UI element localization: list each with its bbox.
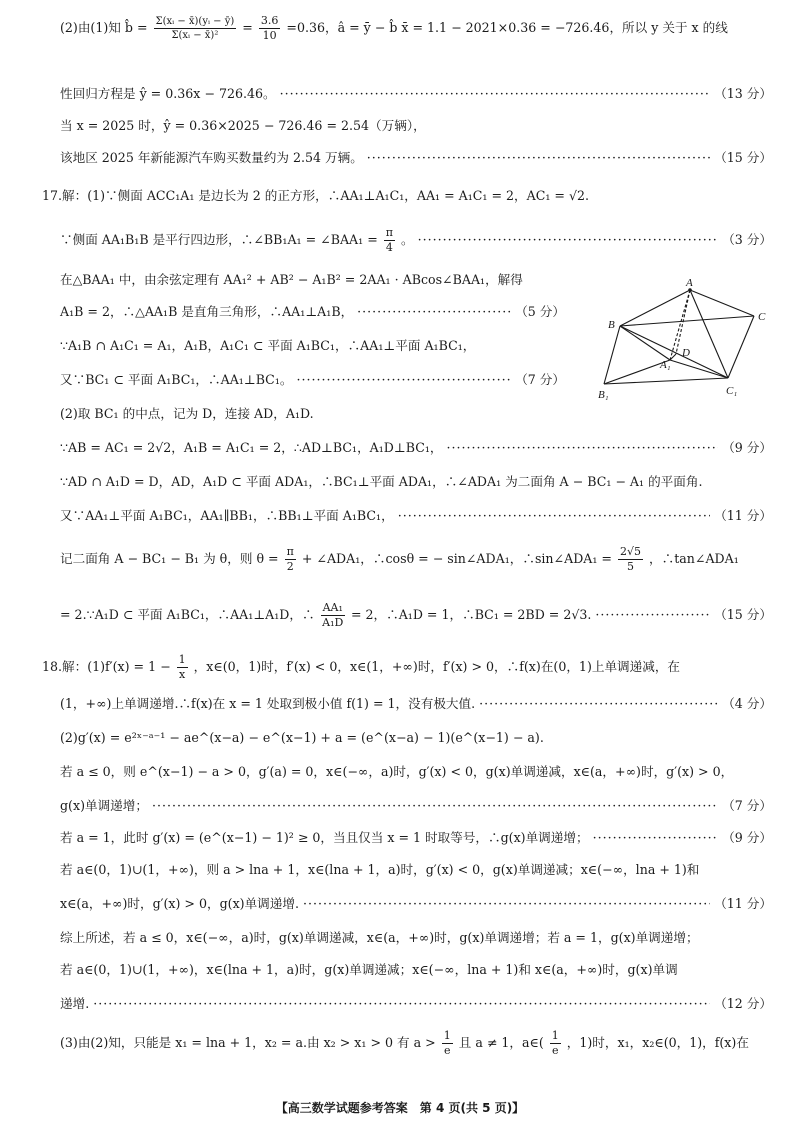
line-dihedral-angle: ∵AD ∩ A₁D = D，AD，A₁D ⊂ 平面 ADA₁，∴BC₁⊥平面 ADA₁，∴∠ADA₁ 为二面角 A − BC₁ − A₁ 的平面角. bbox=[60, 474, 703, 489]
problem-17-start: 17.解：(1)∵侧面 ACC₁A₁ 是边长为 2 的正方形，∴AA₁⊥A₁C₁，AA₁ = A₁C₁ = 2，AC₁ = √2. bbox=[42, 188, 590, 203]
score-mark: （12 分） bbox=[714, 996, 772, 1011]
score-mark: （11 分） bbox=[714, 508, 772, 523]
label-a: A bbox=[686, 277, 693, 289]
slope-formula-fraction: $\frac{\text{Σ(xᵢ − x̄)(yᵢ − ȳ)}}{\text{Σ(xᵢ − x̄)²}}$ bbox=[155, 16, 235, 41]
label-c1: C₁ bbox=[726, 385, 738, 397]
line-a1d-length: = 2.∵A₁D ⊂ 平面 A₁BC₁，∴AA₁⊥A₁D，∴ $\frac{\text{AA₁}}{\text{A₁D}}$ = 2，∴A₁D = 1，∴BC₁ = 2BD = 2√3. ····· （15 分） bbox=[60, 598, 772, 632]
line-case-a-one: 若 a = 1，此时 g′(x) = (e^(x−1) − 1)² ≥ 0，当且仅当 x = 1 时取等号，∴g(x)单调递增； ····· （9 分） bbox=[60, 828, 772, 848]
score-mark: （13 分） bbox=[714, 86, 772, 101]
edge-bc bbox=[620, 316, 754, 326]
line-theta: 记二面角 A − BC₁ − B₁ 为 θ，则 θ = $\frac{\pi}{2}$ + ∠ADA₁，∴cosθ = − sin∠ADA₁，∴sin∠ADA₁ = $\frac{2√5}{5}$ ，∴tan∠ADA₁ bbox=[60, 545, 739, 573]
line-case-a-other: 若 a∈(0，1)∪(1，+∞)，则 a > lna + 1，x∈(lna + 1，a)时，g′(x) < 0，g(x)单调递减；x∈(−∞，lna + 1)和 bbox=[60, 862, 700, 877]
label-b: B bbox=[608, 319, 615, 331]
line-summary-1: 综上所述，若 a ≤ 0，x∈(−∞，a)时，g(x)单调递减，x∈(a，+∞)时，g(x)单调递增；若 a = 1，g(x)单调递增； bbox=[60, 930, 699, 945]
problem-18-start: 18.解：(1)f′(x) = 1 − $\frac{1}{x}$ ，x∈(0，1)时，f′(x) < 0，x∈(1，+∞)时，f′(x) > 0，∴f(x)在(0，1)上单调递减，在 bbox=[42, 653, 681, 681]
edge-a1c1 bbox=[670, 360, 728, 378]
score-mark: （3 分） bbox=[722, 232, 772, 247]
line-cosine-law: 在△BAA₁ 中，由余弦定理有 AA₁² + AB² − A₁B² = 2AA₁ · ABcos∠BAA₁，解得 bbox=[60, 272, 523, 287]
line-perpendicular-bc1: 又∵BC₁ ⊂ 平面 A₁BC₁，∴AA₁⊥BC₁。 ····· （7 分） bbox=[60, 370, 565, 390]
line-bb1-perpendicular: 又∵AA₁⊥平面 A₁BC₁，AA₁∥BB₁，∴BB₁⊥平面 A₁BC₁， ····· （11 分） bbox=[60, 506, 772, 526]
label-c: C bbox=[758, 311, 766, 323]
edge-cc1 bbox=[728, 316, 754, 378]
line-derivative-g: (2)g′(x) = e²ˣ⁻ᵃ⁻¹ − ae^(x−a) − e^(x−1) + a = (e^(x−a) − 1)(e^(x−1) − a). bbox=[60, 730, 544, 745]
line-extremum: (1，+∞)上单调递增.∴f(x)在 x = 1 处取到极小值 f(1) = 1，没有极大值. ····· （4 分） bbox=[60, 694, 772, 714]
slope-value-fraction: $\frac{3.6}{10}$ bbox=[260, 14, 279, 42]
segment-bc1 bbox=[620, 326, 728, 378]
segment-ba1 bbox=[620, 326, 670, 360]
line-right-triangle: A₁B = 2，∴△AA₁B 是直角三角形，∴AA₁⊥A₁B， ····· （5 分） bbox=[60, 302, 565, 322]
page-footer: 【高三数学试题参考答案 第 4 页(共 5 页)】 bbox=[275, 1101, 525, 1115]
line-parallelogram: ∵侧面 AA₁B₁B 是平行四边形，∴∠BB₁A₁ = ∠BAA₁ = $\frac{\pi}{4}$ 。 ····· （3 分） bbox=[60, 226, 772, 255]
line-part2-midpoint: (2)取 BC₁ 的中点，记为 D，连接 AD，A₁D. bbox=[60, 406, 314, 421]
line-case-a-nonpositive-end: g(x)单调递增； ····· （7 分） bbox=[60, 796, 772, 816]
line-case-a-nonpositive: 若 a ≤ 0，则 e^(x−1) − a > 0，g′(a) = 0，x∈(−∞，a)时，g′(x) < 0，g(x)单调递减，x∈(a，+∞)时，g′(x) > 0， bbox=[60, 764, 734, 779]
score-mark: （5 分） bbox=[515, 304, 565, 319]
edge-bb1 bbox=[604, 326, 620, 384]
line-part3: (3)由(2)知，只能是 x₁ = lna + 1，x₂ = a.由 x₂ > x₁ > 0 有 a > $\frac{1}{e}$ 且 a ≠ 1，a∈( $\frac{1}{e}$ ，1)时，x₁，x₂∈(0，1)，f(x)在 bbox=[60, 1029, 749, 1057]
score-mark: （4 分） bbox=[722, 696, 772, 711]
edge-ab bbox=[620, 290, 690, 326]
label-b1: B₁ bbox=[598, 389, 609, 401]
score-mark: （7 分） bbox=[515, 372, 565, 387]
score-mark: （9 分） bbox=[722, 440, 772, 455]
label-d: D bbox=[682, 347, 690, 359]
line-case-a-other-end: x∈(a，+∞)时，g′(x) > 0，g(x)单调递增. ····· （11 分） bbox=[60, 894, 772, 914]
score-mark: （9 分） bbox=[722, 830, 772, 845]
line-regression-slope: (2)由(1)知 b̂ = $\frac{\text{Σ(xᵢ − x̄)(yᵢ − ȳ)}}{\text{Σ(xᵢ − x̄)²}}$ = $\frac{3.6}{10}$ =0.36，â = ȳ − b̂ x̄ = 1.1 − 2021×0.36 = −726.46，所以 y 关于 x 的线 bbox=[60, 14, 728, 42]
line-perpendicular-plane: ∵A₁B ∩ A₁C₁ = A₁，A₁B，A₁C₁ ⊂ 平面 A₁BC₁，∴AA₁⊥平面 A₁BC₁， bbox=[60, 338, 476, 353]
score-mark: （7 分） bbox=[722, 798, 772, 813]
score-mark: （15 分） bbox=[714, 607, 772, 622]
score-mark: （11 分） bbox=[714, 896, 772, 911]
line-regression-equation: 性回归方程是 ŷ = 0.36x − 726.46。 ····· （13 分） bbox=[60, 84, 772, 104]
line-ad-perpendicular: ∵AB = AC₁ = 2√2，A₁B = A₁C₁ = 2，∴AD⊥BC₁，A₁D⊥BC₁， ····· （9 分） bbox=[60, 438, 772, 458]
line-summary-2: 若 a∈(0，1)∪(1，+∞)，x∈(lna + 1，a)时，g(x)单调递减；x∈(−∞，lna + 1)和 x∈(a，+∞)时，g(x)单调 bbox=[60, 962, 678, 977]
prism-figure bbox=[596, 276, 776, 406]
score-mark: （15 分） bbox=[714, 150, 772, 165]
label-a1: A₁ bbox=[660, 359, 671, 371]
line-conclusion: 该地区 2025 年新能源汽车购买数量约为 2.54 万辆。 ····· （15 分） bbox=[60, 148, 772, 168]
line-prediction: 当 x = 2025 时，ŷ = 0.36×2025 − 726.46 = 2.54（万辆）， bbox=[60, 118, 426, 133]
line-summary-3: 递增. ····· （12 分） bbox=[60, 994, 772, 1014]
edge-b1c1 bbox=[604, 378, 728, 384]
